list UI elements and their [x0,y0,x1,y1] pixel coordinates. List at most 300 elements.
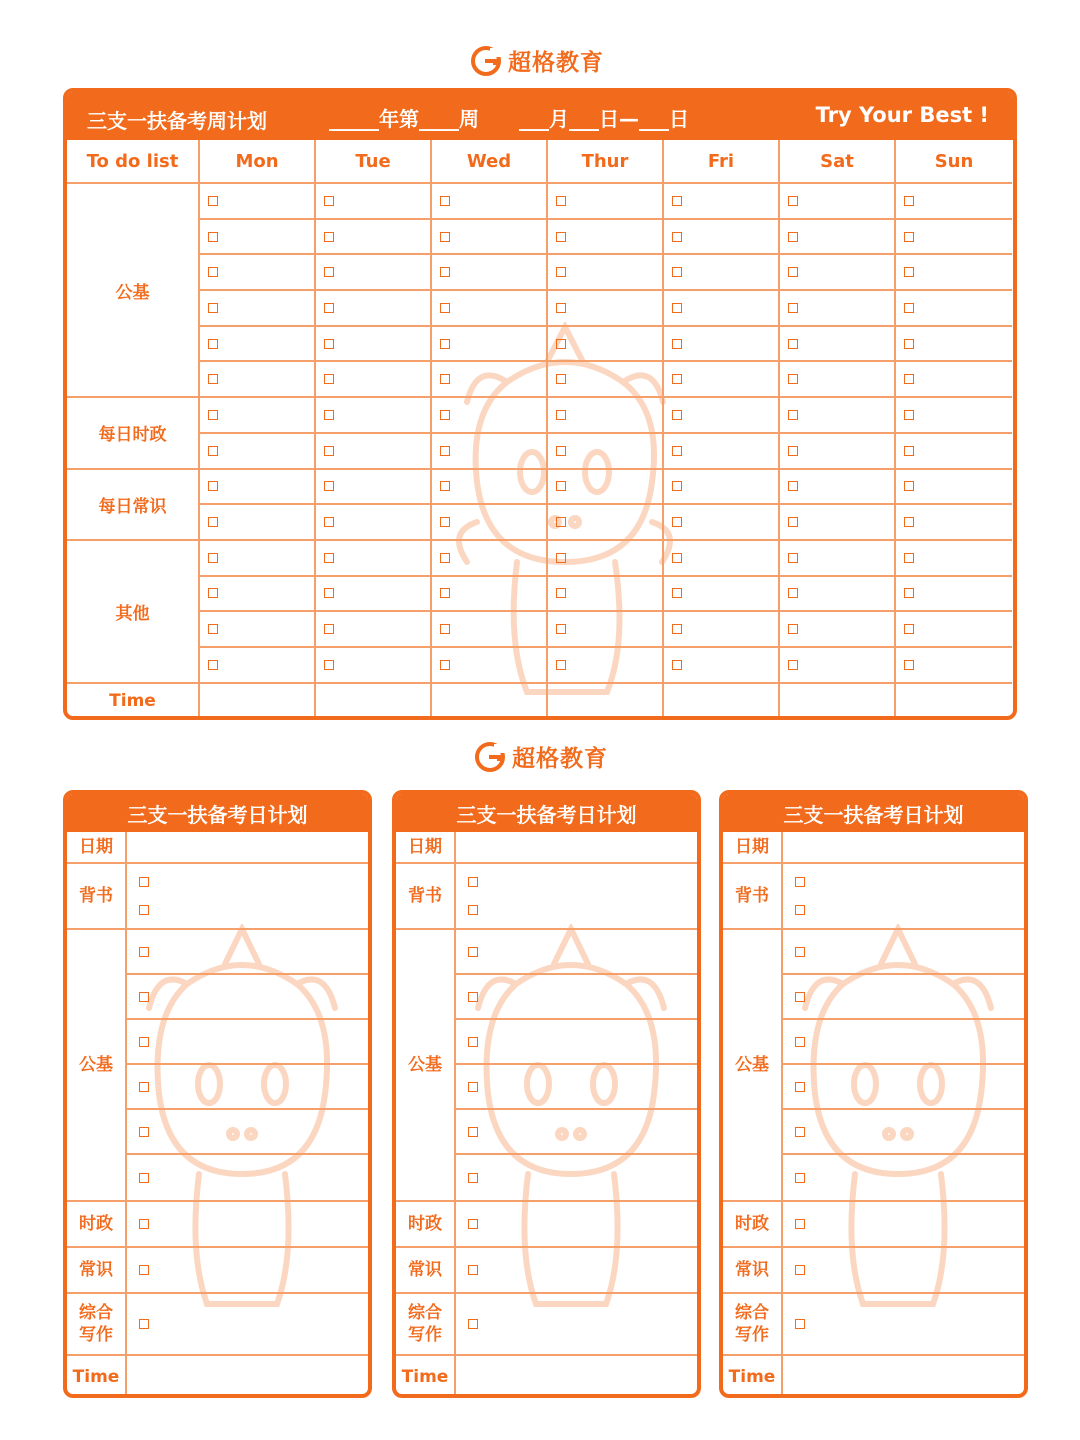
task-checkbox[interactable] [788,267,798,277]
task-cell [896,327,1012,363]
task-cell [664,577,780,613]
task-cell [200,434,316,470]
task-checkbox[interactable] [788,624,798,634]
task-cell [316,220,432,256]
daily-row-label: 综合 写作 [67,1294,127,1356]
daily-row-label: 综合 写作 [396,1294,456,1356]
task-checkbox[interactable] [672,624,682,634]
task-cell [664,362,780,398]
task-checkbox[interactable] [788,339,798,349]
task-checkbox[interactable] [139,947,149,957]
task-checkbox[interactable] [324,267,334,277]
task-cell [200,470,316,506]
task-checkbox[interactable] [324,517,334,527]
task-checkbox[interactable] [468,992,478,1002]
category-label: 每日时政 [67,398,200,469]
task-checkbox[interactable] [440,588,450,598]
daily-row-label: 公基 [67,930,127,1202]
task-checkbox[interactable] [904,624,914,634]
task-checkbox[interactable] [672,660,682,670]
daily-task-cell [127,1248,368,1294]
header-day: Sun [896,140,1012,184]
task-checkbox[interactable] [672,303,682,313]
task-cell [200,291,316,327]
task-checkbox[interactable] [440,481,450,491]
task-cell [664,255,780,291]
task-cell [896,184,1012,220]
task-checkbox[interactable] [139,1127,149,1137]
time-cell[interactable] [200,684,316,719]
task-cell [316,255,432,291]
task-checkbox[interactable] [440,374,450,384]
task-checkbox[interactable] [468,947,478,957]
task-checkbox[interactable] [440,303,450,313]
task-cell [664,398,780,434]
task-cell [432,648,548,684]
task-cell [780,327,896,363]
task-cell [548,577,664,613]
task-checkbox[interactable] [139,877,149,887]
task-checkbox[interactable] [556,446,566,456]
task-cell [780,255,896,291]
task-cell [316,434,432,470]
task-checkbox[interactable] [672,410,682,420]
task-cell [664,541,780,577]
task-checkbox[interactable] [324,660,334,670]
category-label: 公基 [67,184,200,398]
time-cell[interactable] [316,684,432,719]
task-checkbox[interactable] [208,339,218,349]
daily-row-label: 公基 [723,930,783,1202]
task-checkbox[interactable] [324,232,334,242]
task-checkbox[interactable] [556,517,566,527]
task-cell [780,398,896,434]
weekly-slogan: Try Your Best ! [815,103,989,127]
task-checkbox[interactable] [904,374,914,384]
brand-logo-text-2: 超格教育 [512,746,608,772]
task-cell [896,291,1012,327]
daily-planner-2 [392,790,701,1398]
task-checkbox[interactable] [904,517,914,527]
task-cell [432,541,548,577]
task-checkbox[interactable] [556,588,566,598]
task-cell [664,327,780,363]
task-checkbox[interactable] [672,267,682,277]
task-cell [664,184,780,220]
task-checkbox[interactable] [904,196,914,206]
header-day: Tue [316,140,432,184]
task-cell [548,255,664,291]
task-cell [780,470,896,506]
task-cell [200,327,316,363]
task-checkbox[interactable] [440,517,450,527]
task-checkbox[interactable] [672,446,682,456]
task-cell [200,255,316,291]
task-cell [432,612,548,648]
daily-row-label: 日期 [723,832,783,864]
task-checkbox[interactable] [904,267,914,277]
task-checkbox[interactable] [556,481,566,491]
task-checkbox[interactable] [788,410,798,420]
task-checkbox[interactable] [324,339,334,349]
task-checkbox[interactable] [904,232,914,242]
daily-task-cell [456,1065,697,1110]
task-checkbox[interactable] [139,1319,149,1329]
task-checkbox[interactable] [208,410,218,420]
task-cell [548,434,664,470]
task-checkbox[interactable] [208,481,218,491]
task-cell [200,648,316,684]
task-checkbox[interactable] [795,1319,805,1329]
task-checkbox[interactable] [468,1265,478,1275]
daily-task-cell [783,1155,1024,1200]
task-checkbox[interactable] [139,992,149,1002]
brand-logo [470,44,604,77]
task-checkbox[interactable] [672,339,682,349]
task-cell [664,220,780,256]
task-checkbox[interactable] [440,196,450,206]
daily-task-cell [783,975,1024,1020]
task-cell [896,541,1012,577]
daily-task-cell [456,1202,697,1248]
task-checkbox[interactable] [208,446,218,456]
daily-grid [723,832,1024,1398]
task-checkbox[interactable] [139,1265,149,1275]
task-checkbox[interactable] [795,1265,805,1275]
task-cell [780,434,896,470]
task-checkbox[interactable] [672,374,682,384]
task-cell [780,291,896,327]
daily-entry-cell[interactable] [456,1356,697,1398]
task-checkbox[interactable] [440,446,450,456]
task-cell [316,398,432,434]
task-checkbox[interactable] [468,905,478,915]
task-cell [200,398,316,434]
task-checkbox[interactable] [440,553,450,563]
daily-task-cell [456,1110,697,1155]
task-checkbox[interactable] [440,339,450,349]
header-day: Sat [780,140,896,184]
task-checkbox[interactable] [904,660,914,670]
daily-task-cell [783,1020,1024,1065]
task-checkbox[interactable] [208,588,218,598]
task-cell [896,398,1012,434]
task-checkbox[interactable] [795,1219,805,1229]
time-cell[interactable] [664,684,780,719]
daily-task-cell [127,1202,368,1248]
header-day: Fri [664,140,780,184]
daily-row-label: Time [723,1356,783,1398]
task-checkbox[interactable] [788,660,798,670]
task-checkbox[interactable] [788,588,798,598]
task-checkbox[interactable] [324,446,334,456]
daily-entry-cell[interactable] [456,832,697,864]
task-checkbox[interactable] [468,1127,478,1137]
task-checkbox[interactable] [904,481,914,491]
task-checkbox[interactable] [324,196,334,206]
daily-entry-cell[interactable] [783,832,1024,864]
task-checkbox[interactable] [556,267,566,277]
task-checkbox[interactable] [468,1037,478,1047]
task-checkbox[interactable] [324,624,334,634]
task-checkbox[interactable] [208,553,218,563]
weekly-planner [63,88,1017,720]
task-cell [548,362,664,398]
task-cell [896,362,1012,398]
task-checkbox[interactable] [468,1173,478,1183]
daily-row-label: 常识 [67,1248,127,1294]
brand-logo-text: 超格教育 [508,50,604,76]
task-checkbox[interactable] [468,1319,478,1329]
task-checkbox[interactable] [208,660,218,670]
time-cell[interactable] [780,684,896,719]
task-checkbox[interactable] [208,232,218,242]
daily-entry-cell[interactable] [783,1356,1024,1398]
header-todo-list: To do list [67,140,200,184]
task-checkbox[interactable] [208,303,218,313]
task-cell [780,184,896,220]
task-cell [432,291,548,327]
daily-title: 三支一扶备考日计划 [723,794,1024,832]
task-cell [896,434,1012,470]
task-checkbox[interactable] [556,232,566,242]
task-checkbox[interactable] [556,553,566,563]
task-cell [548,648,664,684]
daily-entry-cell[interactable] [127,832,368,864]
task-cell [664,434,780,470]
task-checkbox[interactable] [788,232,798,242]
task-checkbox[interactable] [324,374,334,384]
daily-row-label: 时政 [723,1202,783,1248]
task-checkbox[interactable] [556,339,566,349]
brand-logo-2 [474,740,608,773]
task-cell [200,220,316,256]
daily-task-cell [783,1110,1024,1155]
task-checkbox[interactable] [795,992,805,1002]
task-checkbox[interactable] [795,1082,805,1092]
task-checkbox[interactable] [795,1127,805,1137]
task-cell [432,398,548,434]
task-checkbox[interactable] [795,877,805,887]
task-checkbox[interactable] [904,553,914,563]
daily-title: 三支一扶备考日计划 [67,794,368,832]
task-checkbox[interactable] [208,374,218,384]
task-cell [316,184,432,220]
header-day: Mon [200,140,316,184]
task-checkbox[interactable] [672,517,682,527]
task-checkbox[interactable] [324,410,334,420]
daily-planner-3 [719,790,1028,1398]
daily-row-label: Time [396,1356,456,1398]
brand-g-icon [474,741,506,773]
task-cell [896,648,1012,684]
daily-task-cell [127,1065,368,1110]
task-checkbox[interactable] [788,374,798,384]
task-cell [316,291,432,327]
task-cell [316,541,432,577]
time-label: Time [67,684,200,719]
task-checkbox[interactable] [208,624,218,634]
task-cell [316,577,432,613]
daily-row-label: 常识 [396,1248,456,1294]
task-cell [548,184,664,220]
task-cell [780,362,896,398]
daily-task-cell [783,1294,1024,1356]
task-cell [316,648,432,684]
task-checkbox[interactable] [556,196,566,206]
task-checkbox[interactable] [556,624,566,634]
daily-row-label: 时政 [396,1202,456,1248]
task-checkbox[interactable] [904,303,914,313]
task-checkbox[interactable] [139,1173,149,1183]
task-checkbox[interactable] [440,232,450,242]
weekly-title: 三支一扶备考周计划 [87,109,267,133]
task-cell [780,648,896,684]
task-checkbox[interactable] [795,1173,805,1183]
task-checkbox[interactable] [208,196,218,206]
task-checkbox[interactable] [468,1219,478,1229]
task-checkbox[interactable] [788,481,798,491]
task-cell [432,577,548,613]
daily-grid [396,832,697,1398]
task-checkbox[interactable] [208,517,218,527]
daily-task-cell [127,1110,368,1155]
task-checkbox[interactable] [324,588,334,598]
task-cell [548,291,664,327]
daily-task-cell [456,1294,697,1356]
daily-task-cell [456,1155,697,1200]
task-checkbox[interactable] [139,905,149,915]
daily-task-cell [127,975,368,1020]
task-checkbox[interactable] [788,196,798,206]
task-checkbox[interactable] [556,660,566,670]
task-cell [200,577,316,613]
task-cell [432,220,548,256]
task-cell [316,327,432,363]
daily-task-cell [456,864,697,930]
task-checkbox[interactable] [788,303,798,313]
daily-task-cell [783,864,1024,930]
task-cell [548,612,664,648]
task-checkbox[interactable] [468,1082,478,1092]
task-cell [548,327,664,363]
task-checkbox[interactable] [440,410,450,420]
task-cell [896,577,1012,613]
daily-task-cell [783,1248,1024,1294]
task-cell [200,184,316,220]
task-checkbox[interactable] [139,1082,149,1092]
time-cell[interactable] [896,684,1012,719]
task-checkbox[interactable] [795,1037,805,1047]
daily-row-label: 时政 [67,1202,127,1248]
daily-row-label: 公基 [396,930,456,1202]
task-cell [316,612,432,648]
category-label: 每日常识 [67,470,200,541]
time-cell[interactable] [432,684,548,719]
task-checkbox[interactable] [672,196,682,206]
task-checkbox[interactable] [904,588,914,598]
header-day: Thur [548,140,664,184]
time-cell[interactable] [548,684,664,719]
task-checkbox[interactable] [672,481,682,491]
task-checkbox[interactable] [468,877,478,887]
task-cell [316,470,432,506]
task-checkbox[interactable] [904,410,914,420]
task-checkbox[interactable] [440,624,450,634]
weekly-banner [67,92,1013,140]
task-cell [896,612,1012,648]
task-checkbox[interactable] [324,481,334,491]
task-checkbox[interactable] [795,905,805,915]
daily-row-label: 日期 [67,832,127,864]
daily-planner-1 [63,790,372,1398]
weekly-grid [67,140,1012,719]
task-checkbox[interactable] [324,303,334,313]
daily-task-cell [456,1020,697,1065]
task-checkbox[interactable] [904,339,914,349]
task-checkbox[interactable] [788,446,798,456]
task-cell [896,470,1012,506]
task-checkbox[interactable] [556,374,566,384]
task-cell [896,255,1012,291]
task-cell [432,434,548,470]
brand-g-icon [470,45,502,77]
task-checkbox[interactable] [556,303,566,313]
task-cell [432,505,548,541]
task-checkbox[interactable] [324,553,334,563]
task-cell [780,220,896,256]
task-cell [780,577,896,613]
task-cell [432,184,548,220]
task-checkbox[interactable] [139,1219,149,1229]
task-checkbox[interactable] [795,947,805,957]
header-day: Wed [432,140,548,184]
daily-title: 三支一扶备考日计划 [396,794,697,832]
task-checkbox[interactable] [788,517,798,527]
task-cell [432,470,548,506]
task-cell [316,362,432,398]
weekly-date-line: _____年第____周 ___月___日—___日 [329,107,689,131]
task-cell [664,291,780,327]
daily-row-label: 背书 [396,864,456,930]
task-checkbox[interactable] [440,660,450,670]
daily-entry-cell[interactable] [127,1356,368,1398]
task-checkbox[interactable] [672,232,682,242]
daily-row-label: 常识 [723,1248,783,1294]
daily-task-cell [783,930,1024,975]
task-cell [200,505,316,541]
daily-row-label: 综合 写作 [723,1294,783,1356]
task-cell [432,362,548,398]
task-checkbox[interactable] [208,267,218,277]
task-cell [200,362,316,398]
task-cell [200,541,316,577]
task-checkbox[interactable] [672,588,682,598]
task-cell [316,505,432,541]
task-cell [548,470,664,506]
task-checkbox[interactable] [139,1037,149,1047]
task-cell [896,505,1012,541]
daily-task-cell [127,864,368,930]
task-cell [664,612,780,648]
task-checkbox[interactable] [672,553,682,563]
task-checkbox[interactable] [904,446,914,456]
task-checkbox[interactable] [788,553,798,563]
daily-task-cell [456,1248,697,1294]
task-checkbox[interactable] [440,267,450,277]
daily-task-cell [127,1020,368,1065]
task-checkbox[interactable] [556,410,566,420]
